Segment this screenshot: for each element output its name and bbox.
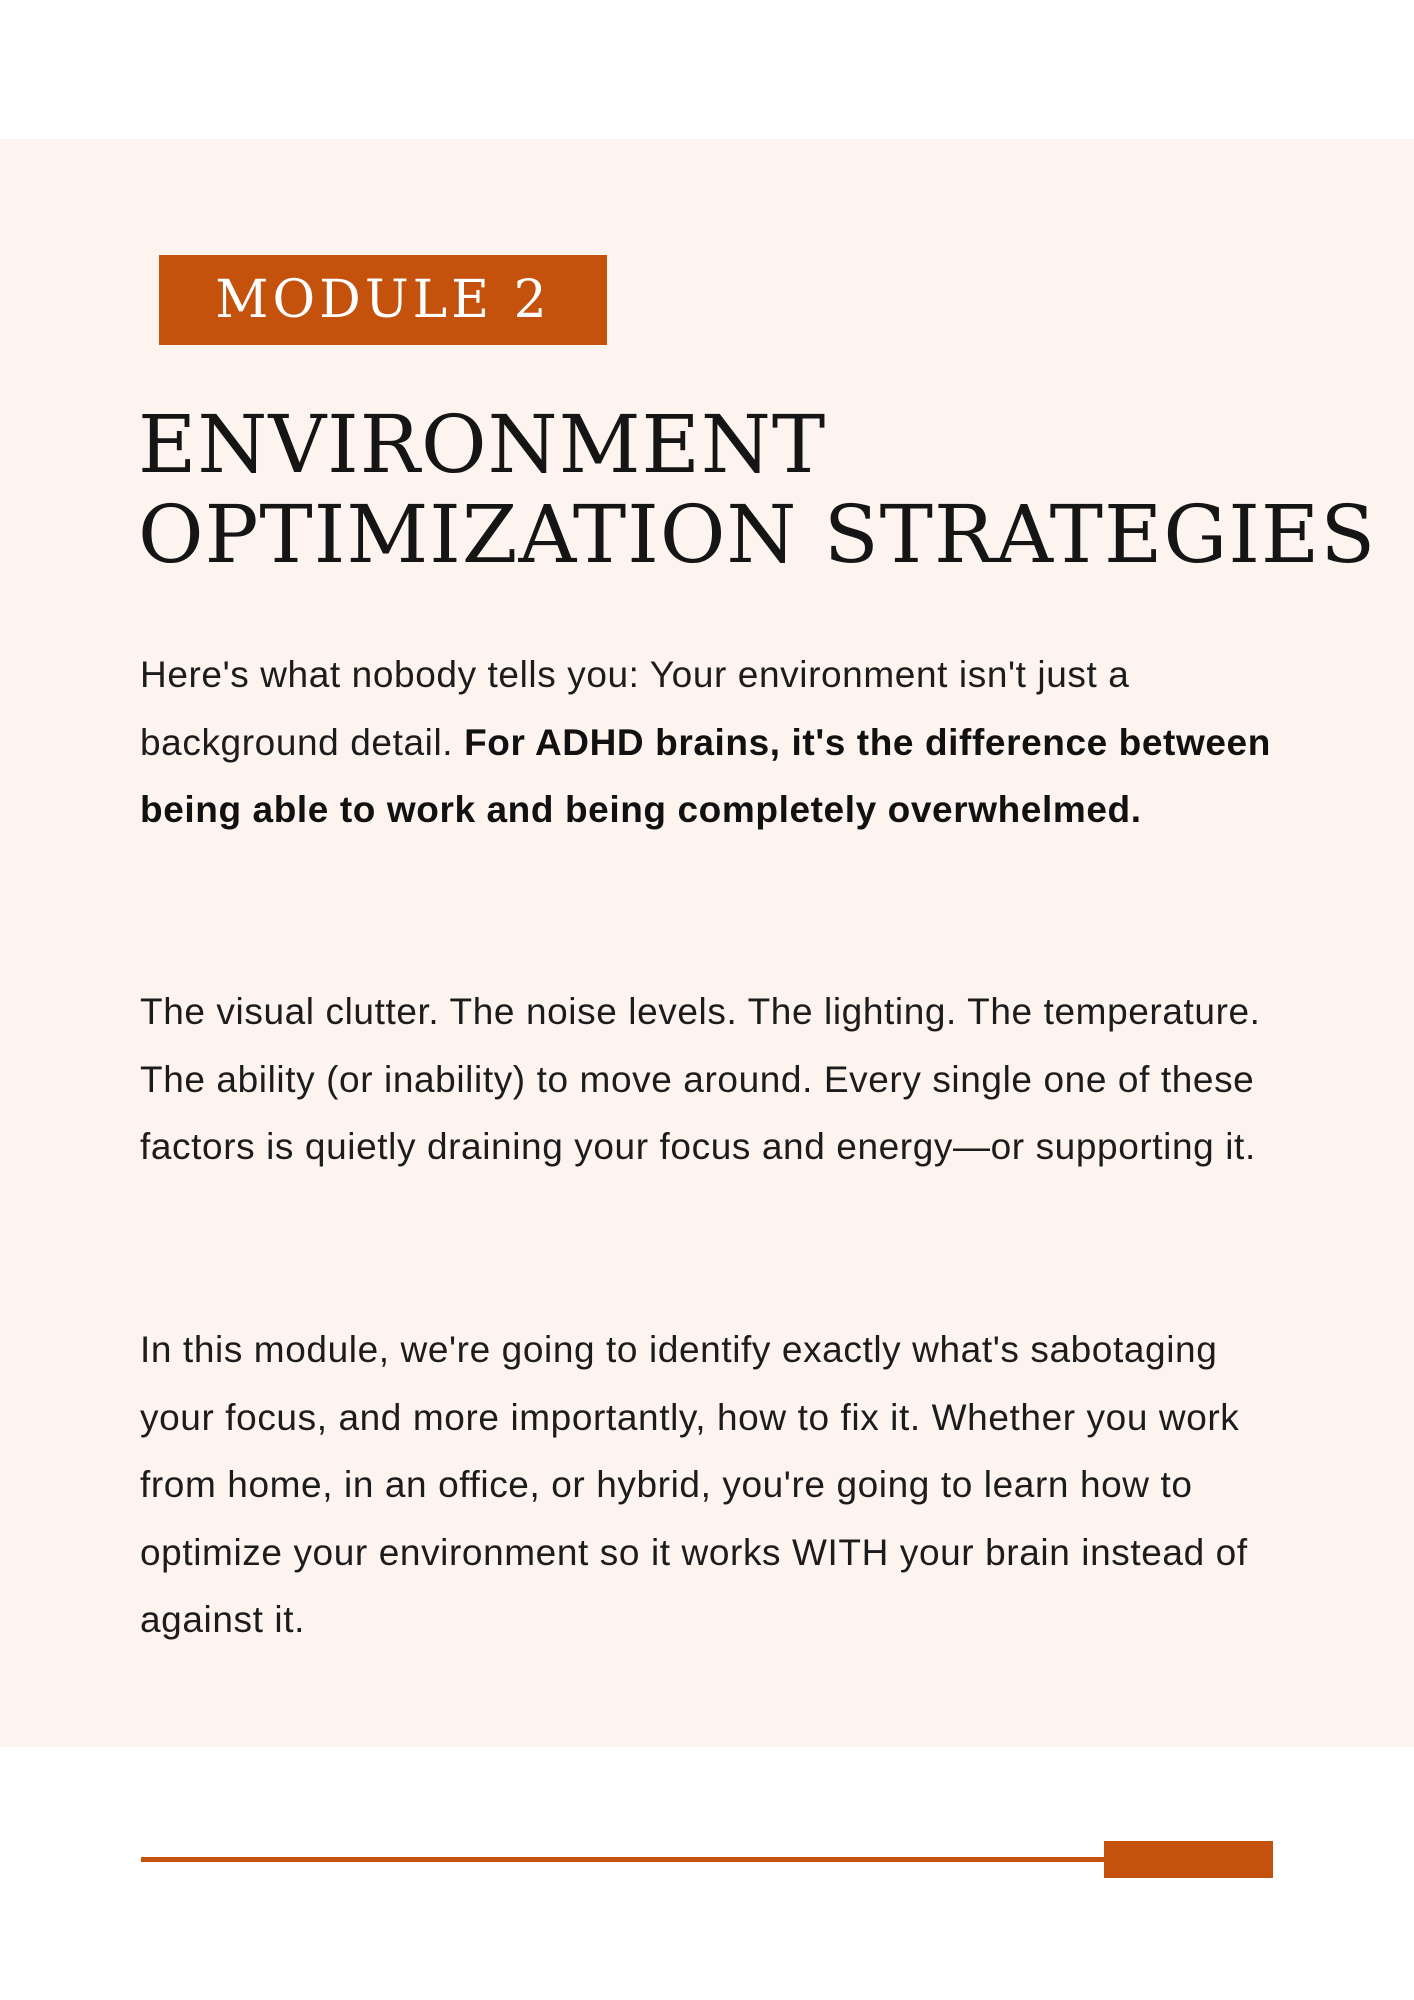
footer-accent-block [1104, 1841, 1273, 1878]
module-goal-paragraph: In this module, we're going to identify exactly what's sabotaging your focus, and more importantly, how to fix it. Whether you work from home, in an office, or hybrid, you're going to learn how to optimize your environment so it works WITH your brain instead of against it. [140, 1329, 1248, 1640]
module-label: MODULE 2 [215, 270, 551, 330]
intro-paragraph [140, 641, 1300, 844]
factors-paragraph: The visual clutter. The noise levels. The lighting. The temperature. The ability (or inability) to move around. Every single one of these factors is quietly draining your focus and energy—or supporting it. [140, 991, 1261, 1167]
page-title-line-2: OPTIMIZATION STRATEGIES [138, 488, 1377, 581]
footer-divider-line [141, 1857, 1107, 1862]
intro-regular-text: Here's what nobody tells you: Your environment isn't just a background detail. [140, 654, 1130, 763]
page-title [138, 398, 1377, 581]
module-badge [159, 255, 607, 345]
page-title-line-1: ENVIRONMENT [138, 398, 827, 491]
intro-bold-text: For ADHD brains, it's the difference between being able to work and being completely overwhelmed. [140, 721, 1271, 830]
